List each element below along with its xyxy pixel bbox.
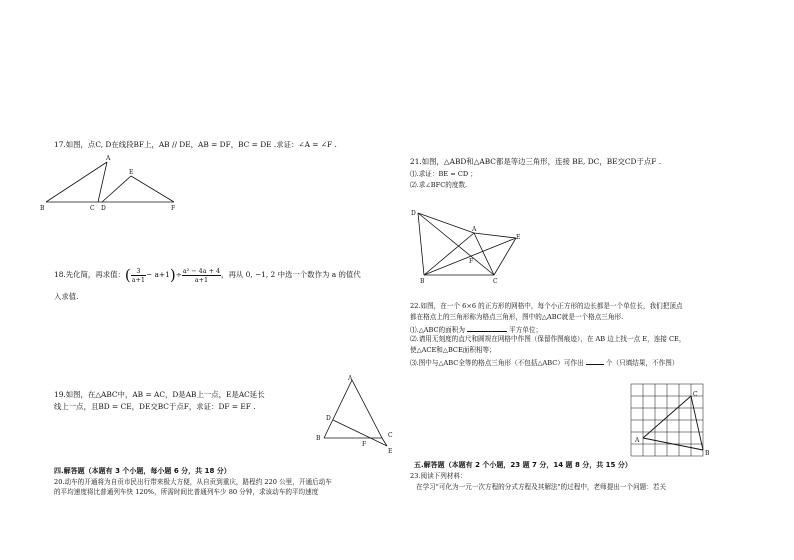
- q21-label-a: A: [472, 226, 477, 233]
- q22-grid-figure: [625, 380, 715, 460]
- q22-sub1-blank: [467, 324, 507, 332]
- sec4-heading: 四.解答题（本题有 3 个小题，每小题 6 分，共 18 分）: [54, 467, 231, 475]
- q18-mid: − a+1: [145, 270, 170, 279]
- q18-prefix: 18.先化简，再求值：: [54, 270, 125, 279]
- q21-label-f: F: [469, 258, 474, 265]
- q22-sub3: ⑶.图中与△ABC全等的格点三角形（不包括△ABC）可作出 个（只填结果，不作图）: [410, 359, 679, 367]
- q21-label-b: B: [420, 278, 425, 285]
- sec5-heading: 五.解答题（本题有 2 个小题，23 题 7 分，14 题 8 分，共 15 分）: [414, 461, 632, 469]
- q17-label-b: B: [40, 205, 45, 212]
- q21-sub2: ⑵.求∠BFC的度数.: [410, 181, 468, 189]
- q18-line2: 入求值.: [54, 292, 79, 301]
- q21-sub1: ⑴.求证：BE = CD ；: [410, 170, 477, 178]
- q22-label-c: C: [693, 391, 698, 398]
- q22-sub2-line2: 使△ACE和△BCE面积相等；: [410, 346, 496, 354]
- q19-figure: [312, 374, 402, 454]
- q21-label-c: C: [493, 278, 498, 285]
- q21-line1: 21.如图，△ABD和△ABC都是等边三角形，连接 BE, DC，BE交CD于点F .: [410, 157, 662, 166]
- q18-frac1: $\frac{3}{a+1}$: [131, 266, 145, 284]
- q18-line1: 18.先化简，再求值：( $\frac{3}{a+1}$ − a+1)÷ $\frac{\text{a² − 4a + 4}}{a+1}$ ，再从 0, −1, 2 中选一个数作为 a 的值代: [54, 266, 361, 284]
- q22-line1: 22.如图，在一个 6×6 的正方形的网格中，每个小正方形的边长都是一个单位长，我们把顶点: [410, 302, 683, 310]
- q21-label-e: E: [516, 234, 521, 241]
- q22-label-a: A: [635, 437, 640, 444]
- q17-label-c: C: [90, 205, 95, 212]
- q19-label-d: D: [326, 415, 331, 422]
- q22-line2: 都在格点上的三角形称为格点三角形，图中的△ABC就是一个格点三角形.: [410, 313, 624, 321]
- q18-frac2: $\frac{\text{a² − 4a + 4}}{a+1}$: [182, 266, 221, 284]
- q17-label-d: D: [101, 205, 106, 212]
- q23-title: 23.阅读下列材料：: [410, 472, 467, 480]
- q19-line2: 线上一点，且BD = CE，DE交BC于点F，求证：DF = EF .: [54, 402, 256, 411]
- q22-sub2-line1: ⑵.请用无刻度的直尺和圆规在网格中作图（保留作图痕迹），在 AB 边上找一点 E，连接 CE，: [410, 335, 686, 343]
- q19-label-c: C: [388, 432, 393, 439]
- q22-sub3-blank: [586, 357, 604, 365]
- q19-line1: 19.如图，在△ABC中，AB = AC，D是AB上一点，E是AC延长: [54, 390, 265, 399]
- q17-text: 17.如图，点C, D在线段BF上，AB // DE，AB = DF，BC = DE .求证：∠A = ∠F .: [54, 140, 337, 149]
- q20-line1: 20.动车的开通将为自贡市民出行带来极大方便，从自贡到重庆，路程约 220 公里，开通后动车: [54, 478, 332, 486]
- q18-suffix: ，再从 0, −1, 2 中选一个数作为 a 的值代: [221, 270, 361, 279]
- q17-label-f: F: [171, 205, 176, 212]
- q17-label-e: E: [129, 169, 134, 176]
- q19-label-b: B: [316, 435, 321, 442]
- q18-op: ÷: [175, 270, 182, 279]
- q17-label-a: A: [106, 155, 111, 162]
- q19-label-f: F: [362, 441, 367, 448]
- q17-figure: [40, 155, 190, 214]
- q21-label-d: D: [411, 210, 416, 217]
- q19-label-a: A: [348, 375, 353, 382]
- q22-sub1: ⑴.△ABC的面积为 平方单位；: [410, 326, 543, 334]
- q23-line1: 在学习"可化为一元一次方程的分式方程及其解法"的过程中，老师提出一个问题：若关: [416, 483, 667, 491]
- q22-label-b: B: [705, 450, 710, 457]
- q21-figure: [408, 205, 528, 285]
- q20-line2: 的平均速度将比普通列车快 120%，所需时间比普通列车少 80 分钟，求该动车的平均速度: [54, 488, 319, 496]
- q19-label-e: E: [388, 448, 393, 455]
